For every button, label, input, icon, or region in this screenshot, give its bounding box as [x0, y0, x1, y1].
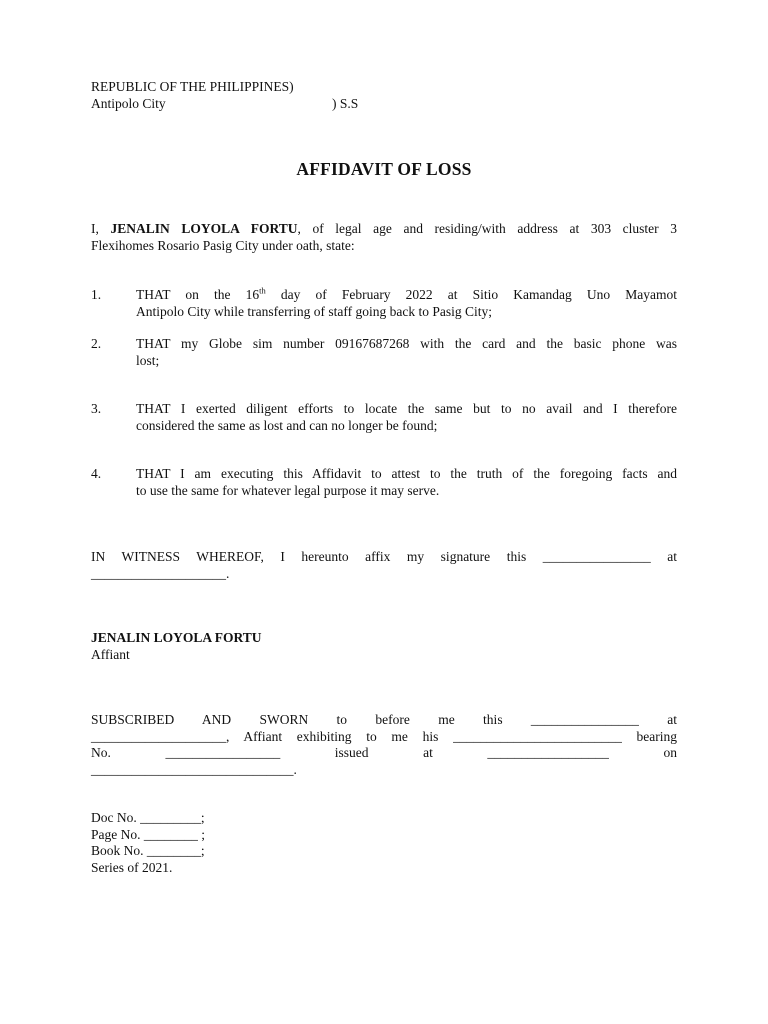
- item-3-number: 3.: [91, 401, 102, 416]
- affiant-name: JENALIN LOYOLA FORTU: [91, 630, 262, 645]
- notary-series: Series of 2021.: [91, 860, 173, 875]
- subscribed-line-2: ____________________, Affiant exhibiting to me his _________________________ bearing: [91, 729, 677, 744]
- intro-prefix: I,: [91, 221, 99, 236]
- item-4-line-1: THAT I am executing this Affidavit to attest to the truth of the foregoing facts and: [136, 466, 677, 481]
- intro-affiant-name: JENALIN LOYOLA FORTU: [110, 221, 298, 236]
- notary-doc-no: Doc No. _________;: [91, 810, 205, 825]
- header-ss: ) S.S: [332, 96, 359, 111]
- witness-line-2: ____________________.: [91, 566, 230, 581]
- item-2-line-2: lost;: [136, 353, 160, 368]
- item-2-line-1: THAT my Globe sim number 09167687268 with the card and the basic phone was: [136, 336, 677, 351]
- notary-book-no: Book No. ________;: [91, 843, 205, 858]
- document-title: AFFIDAVIT OF LOSS: [296, 159, 472, 179]
- item-1-text-b: day of February 2022 at Sitio Kamandag Uno Mayamot: [265, 287, 677, 302]
- witness-line-1: IN WITNESS WHEREOF, I hereunto affix my signature this ________________ at: [91, 549, 677, 564]
- item-4-number: 4.: [91, 466, 102, 481]
- subscribed-line-4: ______________________________.: [91, 762, 297, 777]
- notary-page-no: Page No. ________ ;: [91, 827, 205, 842]
- item-1-text-a: THAT on the 16: [136, 287, 260, 302]
- item-3-line-2: considered the same as lost and can no longer be found;: [136, 418, 438, 433]
- subscribed-line-3: No. _________________ issued at __________________ on: [91, 745, 677, 760]
- affiant-label: Affiant: [91, 647, 130, 662]
- subscribed-line-1: SUBSCRIBED AND SWORN to before me this ________________ at: [91, 712, 677, 727]
- intro-line-1: [91, 220, 677, 237]
- item-1-line-2: Antipolo City while transferring of staff going back to Pasig City;: [136, 304, 492, 319]
- item-1-line-1: [136, 286, 677, 303]
- header-city: Antipolo City: [91, 96, 166, 111]
- item-3-line-1: THAT I exerted diligent efforts to locate the same but to no avail and I therefore: [136, 401, 677, 416]
- item-1-number: 1.: [91, 287, 102, 302]
- header-republic: REPUBLIC OF THE PHILIPPINES): [91, 79, 294, 94]
- item-2-number: 2.: [91, 336, 102, 351]
- item-1-ordinal-suffix: th: [259, 285, 266, 296]
- item-4-line-2: to use the same for whatever legal purpose it may serve.: [136, 483, 440, 498]
- intro-line-1-rest: , of legal age and residing/with address at 303 cluster 3: [297, 221, 677, 236]
- intro-line-2: Flexihomes Rosario Pasig City under oath, state:: [91, 238, 355, 253]
